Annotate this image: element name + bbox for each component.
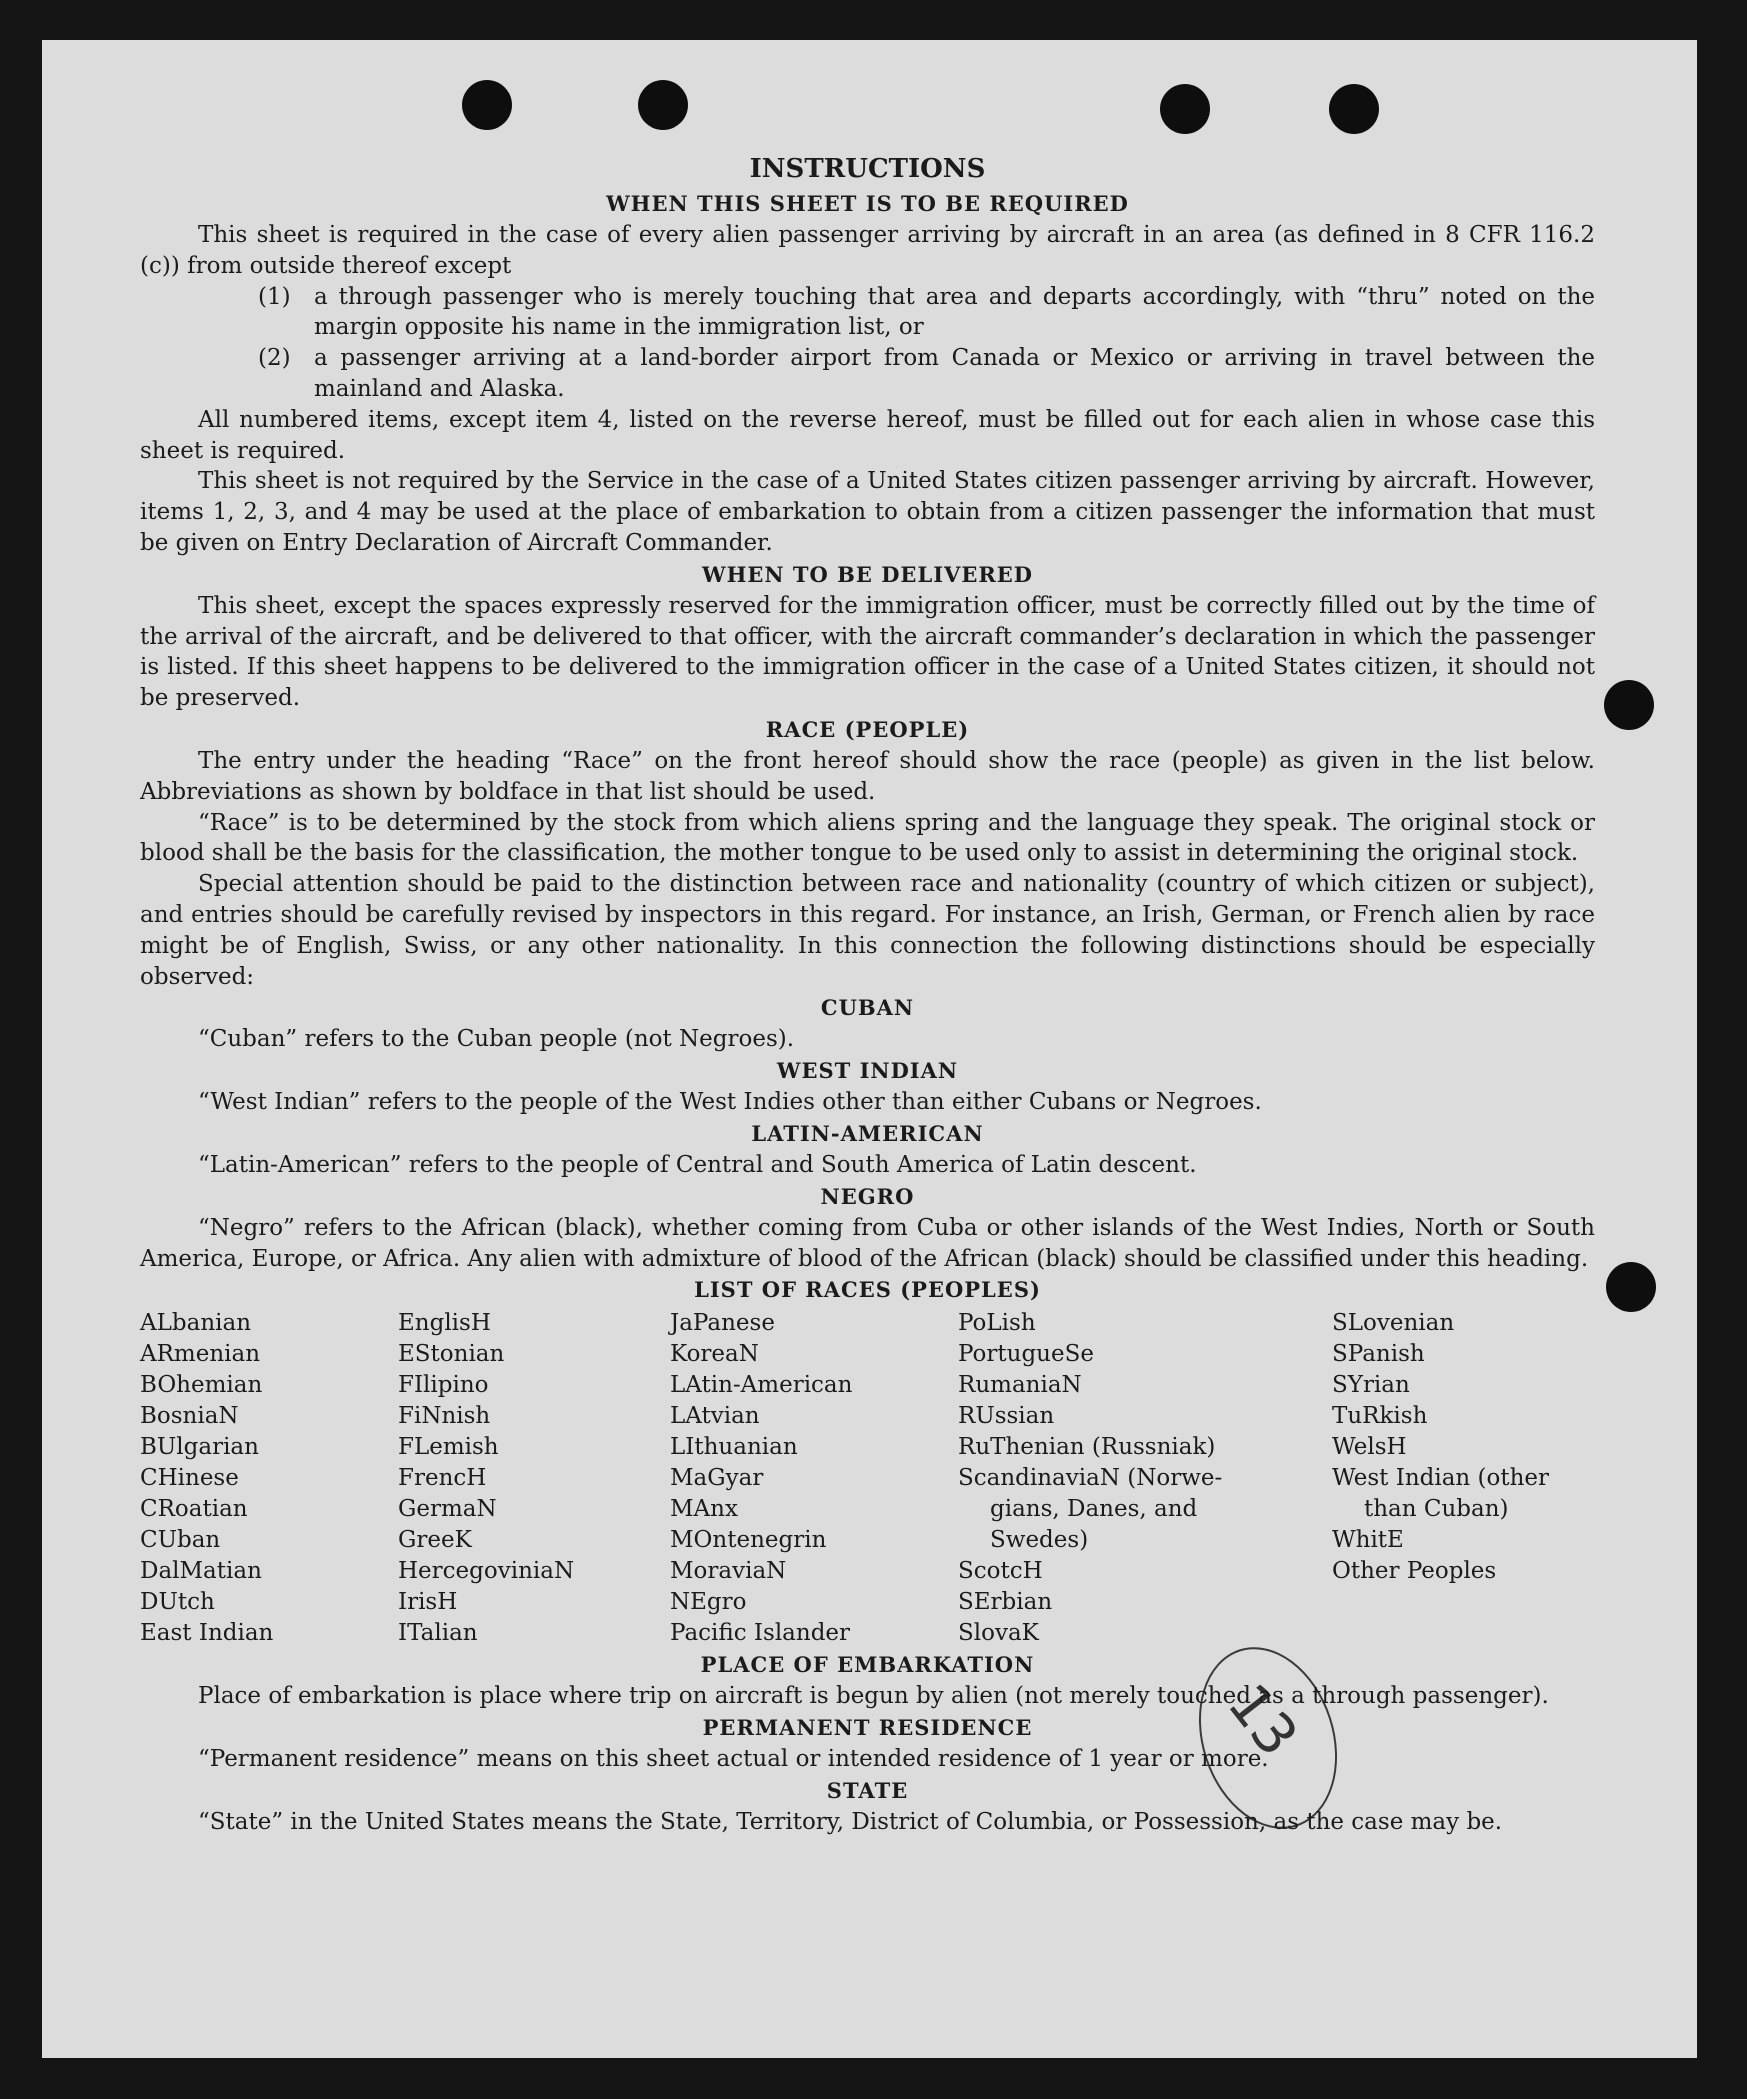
race-item: SErbian xyxy=(958,1589,1053,1616)
paragraph: Special attention should be paid to the distinction between race and nationality (country of which citizen or subject), and entries should be carefully revised by inspectors in this regard. For instance, an Irish, German, or French alien by race might be of English, Swiss, or any other nationality. In this connection the following distinctions should be especially observed: xyxy=(140,871,1595,990)
race-item: SlovaK xyxy=(958,1620,1039,1647)
item-text: a through passenger who is merely touching that area and departs accordingly, with “thru” noted on the margin opposite his name in the immigration list, or xyxy=(314,283,1595,341)
section-heading-list-of-races: LIST OF RACES (PEOPLES) xyxy=(694,1277,1041,1303)
race-item: SYrian xyxy=(1332,1372,1410,1399)
race-item: FrencH xyxy=(398,1465,487,1492)
race-item: Other Peoples xyxy=(1332,1558,1497,1585)
race-item: ScotcH xyxy=(958,1558,1043,1585)
handwritten-number: 13 xyxy=(1214,1672,1310,1769)
race-item: FLemish xyxy=(398,1434,499,1461)
item-text: a passenger arriving at a land-border airport from Canada or Mexico or arriving in travel between the mainland and Alaska. xyxy=(314,345,1595,402)
paragraph: “Cuban” refers to the Cuban people (not Negroes). xyxy=(198,1026,795,1053)
race-item: EnglisH xyxy=(398,1310,491,1337)
race-item: ALbanian xyxy=(140,1310,252,1337)
race-item: CUban xyxy=(140,1527,221,1554)
page-title: INSTRUCTIONS xyxy=(749,154,986,184)
race-item: FIlipino xyxy=(398,1372,489,1399)
race-item: LAtvian xyxy=(670,1403,760,1430)
race-item: West Indian (other xyxy=(1332,1465,1550,1492)
punch-hole xyxy=(1160,84,1210,134)
race-item: IrisH xyxy=(398,1589,458,1616)
race-item: BosniaN xyxy=(140,1403,239,1430)
race-item: MAnx xyxy=(670,1496,738,1523)
race-item: RumaniaN xyxy=(958,1372,1082,1399)
race-item: SLovenian xyxy=(1332,1310,1455,1337)
race-item: ITalian xyxy=(398,1620,478,1647)
race-item: ARmenian xyxy=(140,1341,261,1368)
race-item: than Cuban) xyxy=(1364,1496,1509,1523)
race-column xyxy=(1332,1308,1592,1649)
paragraph: “Permanent residence” means on this sheet actual or intended residence of 1 year or more. xyxy=(198,1746,1269,1773)
race-item: GermaN xyxy=(398,1496,497,1523)
punch-hole xyxy=(638,80,688,130)
race-item: CRoatian xyxy=(140,1496,248,1523)
section-heading-permanent-residence: PERMANENT RESIDENCE xyxy=(702,1715,1033,1741)
race-item: MOntenegrin xyxy=(670,1527,827,1554)
race-item: NEgro xyxy=(670,1589,747,1616)
race-item: gians, Danes, and xyxy=(990,1496,1198,1523)
section-heading-when-required: WHEN THIS SHEET IS TO BE REQUIRED xyxy=(606,191,1129,216)
race-item: MoraviaN xyxy=(670,1558,787,1585)
race-item: GreeK xyxy=(398,1527,472,1554)
race-item: East Indian xyxy=(140,1620,274,1647)
instructions-content xyxy=(140,150,1595,1838)
race-item: WelsH xyxy=(1332,1434,1407,1461)
race-item: PortugueSe xyxy=(958,1341,1094,1368)
race-item: SPanish xyxy=(1332,1341,1425,1368)
paragraph: The entry under the heading “Race” on the front hereof should show the race (people) as given in the list below. Abbreviations as shown by boldface in that list should be used. xyxy=(140,747,1595,805)
race-item: TuRkish xyxy=(1332,1403,1428,1430)
race-item: ScandinaviaN (Norwe- xyxy=(958,1465,1223,1492)
section-heading-latin-american: LATIN-AMERICAN xyxy=(751,1120,984,1146)
section-heading-west-indian: WEST INDIAN xyxy=(776,1058,959,1084)
punch-hole xyxy=(1604,680,1654,730)
paragraph: All numbered items, except item 4, listed on the reverse hereof, must be filled out for each alien in whose case this sheet is required. xyxy=(140,406,1595,464)
race-item: RuThenian (Russniak) xyxy=(958,1434,1216,1461)
race-item: FiNnish xyxy=(398,1403,491,1430)
race-item: EStonian xyxy=(398,1341,505,1368)
race-column xyxy=(398,1308,670,1649)
punch-hole xyxy=(462,80,512,130)
race-item: WhitE xyxy=(1332,1527,1404,1554)
race-column xyxy=(670,1308,958,1649)
race-item: HercegoviniaN xyxy=(398,1558,575,1585)
punch-hole xyxy=(1606,1262,1656,1312)
section-heading-state: STATE xyxy=(826,1777,909,1803)
paragraph: This sheet is not required by the Service in the case of a United States citizen passenger arriving by aircraft. However, items 1, 2, 3, and 4 may be used at the place of embarkation to obtain from a citizen passenger the information that must be given on Entry Declaration of Aircraft Commander. xyxy=(140,468,1595,556)
section-heading-embarkation: PLACE OF EMBARKATION xyxy=(700,1652,1035,1678)
section-heading-race: RACE (PEOPLE) xyxy=(765,716,970,742)
paragraph: This sheet, except the spaces expressly reserved for the immigration officer, must be correctly filled out by the time of the arrival of the aircraft, and be delivered to that officer, with the aircraft commander’s declaration in which the passenger is listed. If this sheet happens to be delivered to the immigration officer in the case of a United States citizen, it should not be preserved. xyxy=(140,592,1595,712)
race-item: DUtch xyxy=(140,1589,215,1616)
race-item: RUssian xyxy=(958,1403,1055,1430)
paragraph: “Race” is to be determined by the stock from which aliens spring and the language they speak. The original stock or blood shall be the basis for the classification, the mother tongue to be used only to assist in determining the original stock. xyxy=(140,809,1595,867)
race-item: KoreaN xyxy=(670,1341,759,1368)
section-heading-cuban: CUBAN xyxy=(820,995,915,1021)
race-item: BOhemian xyxy=(140,1372,263,1399)
section-heading-when-delivered: WHEN TO BE DELIVERED xyxy=(701,561,1033,587)
race-item: DalMatian xyxy=(140,1558,262,1585)
list-item xyxy=(140,282,1595,344)
race-item: CHinese xyxy=(140,1465,239,1492)
paragraph: This sheet is required in the case of every alien passenger arriving by aircraft in an area (as defined in 8 CFR 116.2 (c)) from outside thereof except xyxy=(140,222,1595,279)
list-item xyxy=(140,343,1595,405)
paragraph: “Latin-American” refers to the people of Central and South America of Latin descent. xyxy=(198,1151,1197,1178)
paragraph: Place of embarkation is place where trip on aircraft is begun by alien (not merely touched as a through passenger). xyxy=(198,1683,1549,1710)
paragraph: “State” in the United States means the State, Territory, District of Columbia, or Possession, as the case may be. xyxy=(198,1808,1503,1835)
punch-hole xyxy=(1329,84,1379,134)
item-number: (2) xyxy=(258,345,291,372)
race-item: Swedes) xyxy=(990,1527,1089,1554)
race-item: JaPanese xyxy=(670,1310,775,1337)
section-heading-negro: NEGRO xyxy=(820,1183,915,1209)
race-column xyxy=(958,1308,1332,1649)
race-item: LAtin-American xyxy=(670,1372,853,1399)
paragraph: “West Indian” refers to the people of the West Indies other than either Cubans or Negroes. xyxy=(198,1089,1262,1116)
race-column xyxy=(140,1308,398,1649)
race-item: BUlgarian xyxy=(140,1434,259,1461)
race-item: LIthuanian xyxy=(670,1434,798,1461)
race-item: PoLish xyxy=(958,1310,1036,1337)
item-number: (1) xyxy=(258,283,291,310)
race-list xyxy=(140,1308,1595,1649)
paragraph: “Negro” refers to the African (black), whether coming from Cuba or other islands of the West Indies, North or South America, Europe, or Africa. Any alien with admixture of blood of the African (black) should be classified under this heading. xyxy=(140,1214,1595,1272)
race-item: Pacific Islander xyxy=(670,1620,851,1647)
race-item: MaGyar xyxy=(670,1465,764,1492)
